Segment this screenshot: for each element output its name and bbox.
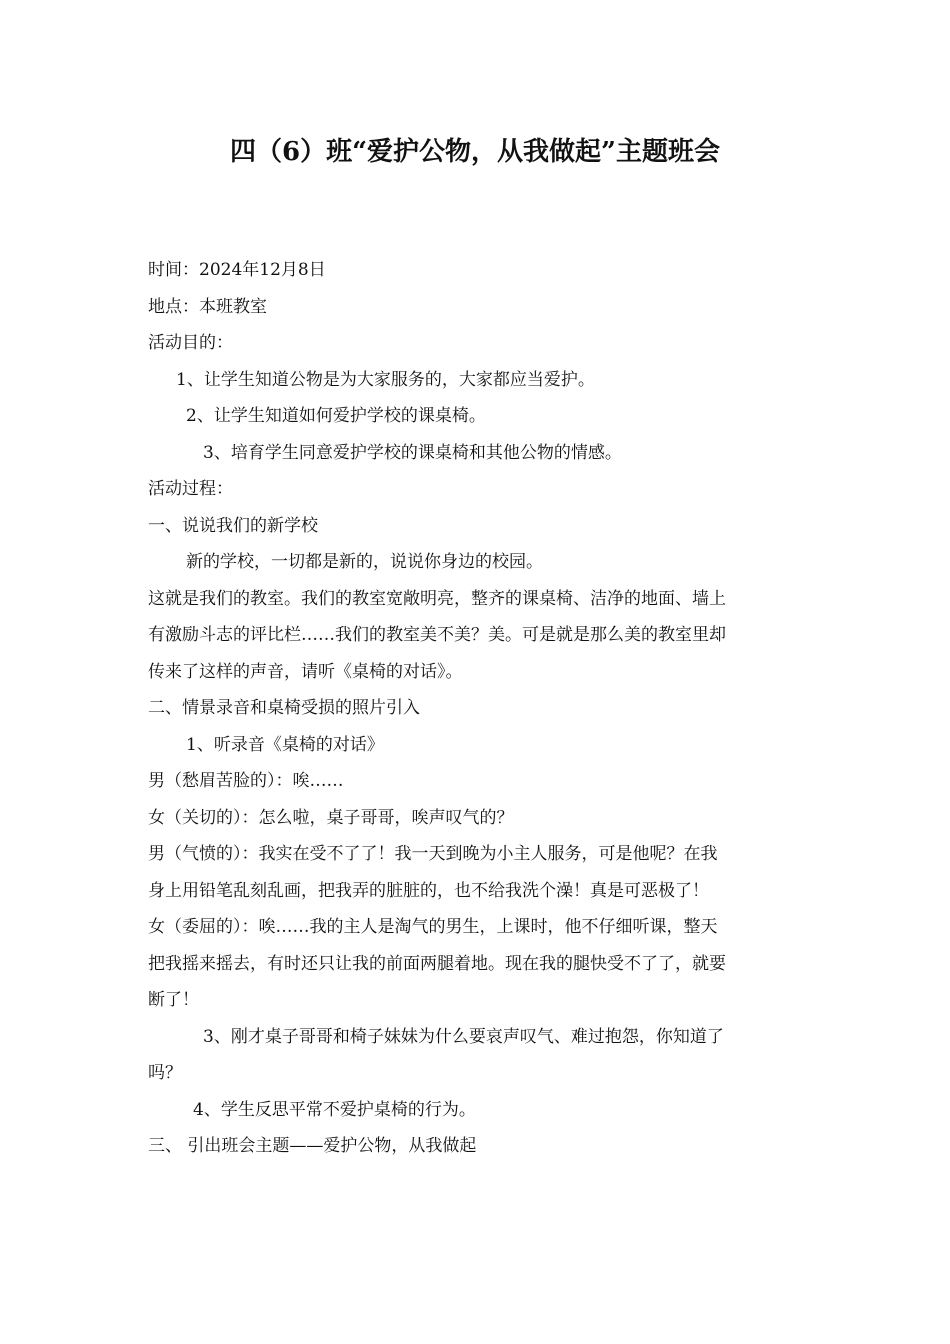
subsection-heading: 1、听录音《桌椅的对话》 — [186, 734, 384, 755]
paragraph-line: 新的学校，一切都是新的，说说你身边的校园。 — [186, 552, 543, 572]
document-body — [148, 252, 808, 1165]
meta-location: 地点：本班教室 — [148, 296, 267, 317]
question-line: 吗？ — [148, 1063, 182, 1083]
section-heading-goals: 活动目的： — [148, 333, 233, 353]
goal-item: 2、让学生知道如何爱护学校的课桌椅。 — [186, 406, 486, 426]
document-title: 四（6）班“爱护公物，从我做起”主题班会 — [229, 137, 720, 167]
goal-item: 3、培育学生同意爱护学校的课桌椅和其他公物的情感。 — [203, 442, 622, 463]
paragraph-line: 这就是我们的教室。我们的教室宽敞明亮，整齐的课桌椅、洁净的地面、墙上 — [148, 588, 726, 609]
section-heading-1: 一、说说我们的新学校 — [148, 515, 318, 536]
dialogue-line: 把我摇来摇去，有时还只让我的前面两腿着地。现在我的腿快受不了了，就要 — [148, 953, 726, 974]
section-heading-3: 三、 引出班会主题——爱护公物，从我做起 — [148, 1136, 477, 1156]
question-line: 3、刚才桌子哥哥和椅子妹妹为什么要哀声叹气、难过抱怨，你知道了 — [203, 1026, 724, 1047]
subsection-item: 4、学生反思平常不爱护桌椅的行为。 — [193, 1099, 476, 1120]
dialogue-line: 断了！ — [148, 990, 199, 1010]
paragraph-line: 传来了这样的声音，请听《桌椅的对话》。 — [148, 661, 463, 682]
dialogue-line: 男（气愤的）：我实在受不了了！我一天到晚为小主人服务，可是他呢？在我 — [148, 844, 718, 864]
dialogue-line: 身上用铅笔乱刻乱画，把我弄的脏脏的，也不给我洗个澡！真是可恶极了！ — [148, 880, 709, 901]
goal-item: 1、让学生知道公物是为大家服务的，大家都应当爱护。 — [176, 369, 595, 390]
paragraph-line: 有激励斗志的评比栏……我们的教室美不美？美。可是就是那么美的教室里却 — [148, 625, 726, 645]
dialogue-line: 女（关切的）：怎么啦，桌子哥哥，唉声叹气的？ — [148, 807, 514, 828]
dialogue-line: 男（愁眉苦脸的）：唉…… — [148, 771, 344, 791]
meta-time: 时间：2024年12月8日 — [148, 260, 326, 280]
section-heading-2: 二、情景录音和桌椅受损的照片引入 — [148, 698, 420, 718]
dialogue-line: 女（委屈的）：唉……我的主人是淘气的男生，上课时，他不仔细听课，整天 — [148, 917, 718, 937]
section-heading-process: 活动过程： — [148, 479, 233, 499]
